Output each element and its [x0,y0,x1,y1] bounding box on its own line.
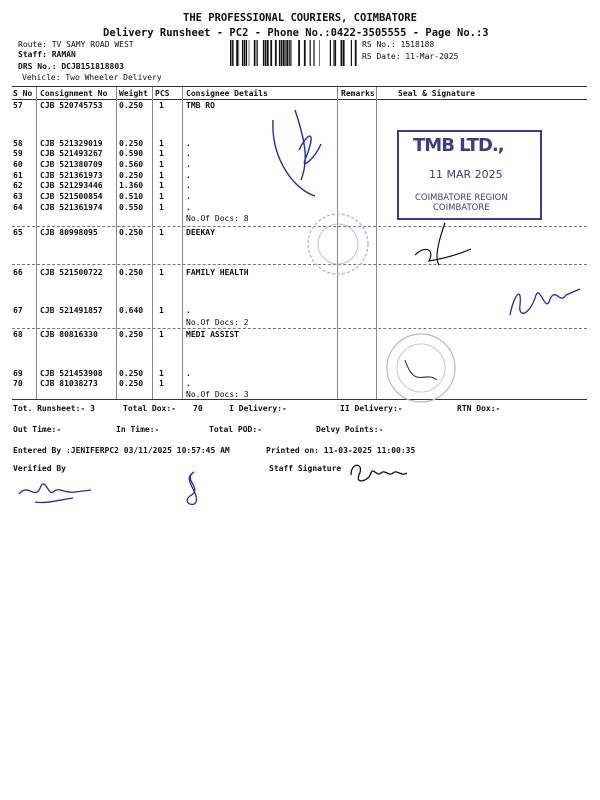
barcode-bar [313,40,314,66]
cell-pcs: 1 [159,149,164,158]
total-runsheet: Tot. Runsheet:- 3 [13,404,95,413]
col-divider [36,87,37,399]
barcode-bar [334,40,336,66]
stamp-logo: TMB LTD., [413,135,504,156]
barcode-bar [279,40,280,66]
drs-number: DRS No.: DCJB151818803 [18,62,124,71]
group-docs-count: No.Of Docs: 3 [186,390,249,399]
cell-sno: 67 [13,306,23,315]
total-dox-label: Total Dox:- [123,404,176,413]
cell-weight: 0.640 [119,306,144,315]
cell-sno: 60 [13,160,23,169]
cell-consignment: CJB 81038273 [40,379,98,388]
cell-consignment: CJB 521329019 [40,139,103,148]
barcode-bar [246,40,247,66]
barcode-bar [244,40,246,66]
barcode-bar [257,40,258,66]
group-docs-count: No.Of Docs: 2 [186,318,249,327]
stamp-city: COIMBATORE [433,203,490,213]
barcode-bar [265,40,267,66]
barcode-bar [314,40,315,66]
cell-details: . [186,306,191,315]
cell-consignment: CJB 521491857 [40,306,103,315]
cell-details: . [186,181,191,190]
cell-pcs: 1 [159,139,164,148]
handwritten-signature [405,215,475,270]
rs-number: RS No.: 1518188 [362,40,435,49]
group-docs-count: No.Of Docs: 8 [186,214,249,223]
delvy-points-label: Delvy Points:- [316,425,384,434]
cell-weight: 0.550 [119,203,144,212]
barcode-bar [263,40,264,66]
entered-by: Entered By :JENIFERPC2 03/11/2025 10:57:45 AM [13,446,230,455]
cell-details: . [186,203,191,212]
cell-pcs: 1 [159,160,164,169]
cell-weight: 0.510 [119,192,144,201]
cell-details: MEDI ASSIST [186,330,239,339]
handwritten-mark [174,470,214,510]
barcode-bar [283,40,285,66]
cell-consignment: CJB 521293446 [40,181,103,190]
printed-on: Printed on: 11-03-2025 11:00:35 [266,446,416,455]
barcode-bar [242,40,243,66]
cell-sno: 64 [13,203,23,212]
cell-consignment: CJB 521500722 [40,268,103,277]
verified-by-label: Verified By [13,464,66,473]
cell-details: . [186,171,191,180]
barcode-bar [249,40,250,66]
faint-round-seal [300,210,380,280]
cell-sno: 61 [13,171,23,180]
cell-sno: 62 [13,181,23,190]
cell-details: DEEKAY [186,228,215,237]
barcode-bar [285,40,286,66]
total-pod-label: Total POD:- [209,425,262,434]
barcode-bar [275,40,277,66]
cell-consignment: CJB 520745753 [40,101,103,110]
cell-details: . [186,379,191,388]
barcode-bar [351,40,352,66]
runsheet-title: Delivery Runsheet - PC2 - Phone No.:0422-3505555 - Page No.:3 [103,27,489,39]
cell-pcs: 1 [159,330,164,339]
barcode-bar [289,40,290,66]
barcode-bar [330,40,331,66]
barcode-bar [239,40,240,66]
cell-pcs: 1 [159,171,164,180]
cell-pcs: 1 [159,228,164,237]
barcode-bar [304,40,306,66]
col-header-seal: Seal & Signature [398,89,476,98]
barcode-bar [267,40,269,66]
cell-pcs: 1 [159,101,164,110]
barcode-bar [298,40,300,66]
in-time-label: In Time:- [116,425,160,434]
barcode-bar [290,40,291,66]
cell-details: . [186,139,191,148]
rs-date: RS Date: 11-Mar-2025 [362,52,459,61]
cell-sno: 65 [13,228,23,237]
vehicle-text: Vehicle: Two Wheeler Delivery [22,73,162,82]
cell-consignment: CJB 521493267 [40,149,103,158]
cell-sno: 58 [13,139,23,148]
barcode-bar [233,40,234,66]
cell-weight: 0.250 [119,369,144,378]
company-title: THE PROFESSIONAL COURIERS, COIMBATORE [183,12,417,24]
cell-details: . [186,160,191,169]
route-text: Route: TV SAMY ROAD WEST [18,40,134,49]
col-divider [116,87,117,399]
cell-sno: 66 [13,268,23,277]
col-header-pcs: PCS [155,89,170,98]
handwritten-signature [500,275,585,325]
barcode-bar [341,40,343,66]
cell-consignment: CJB 521500854 [40,192,103,201]
cell-pcs: 1 [159,203,164,212]
cell-details: . [186,192,191,201]
faint-round-seal [375,330,470,405]
cell-sno: 69 [13,369,23,378]
stamp-region: COIMBATORE REGION [415,193,508,203]
out-time-label: Out Time:- [13,425,62,434]
barcode-bar [355,40,357,66]
cell-details: FAMILY HEALTH [186,268,249,277]
cell-weight: 0.560 [119,160,144,169]
staff-signature-label: Staff Signature [269,464,342,473]
barcode-bar [254,40,255,66]
table-top-rule [12,86,587,87]
cell-pcs: 1 [159,306,164,315]
cell-sno: 63 [13,192,23,201]
cell-weight: 0.250 [119,171,144,180]
verifier-signature [15,472,95,508]
col-divider [152,87,153,399]
cell-pcs: 1 [159,369,164,378]
cell-pcs: 1 [159,268,164,277]
tmb-stamp [397,130,542,220]
barcode-bar [236,40,238,66]
total-dox-value: 70 [193,404,203,413]
cell-weight: 0.250 [119,268,144,277]
col-header-consignment: Consignment No [40,89,108,98]
table-bottom-rule [12,399,587,400]
cell-sno: 68 [13,330,23,339]
ii-delivery-label: II Delivery:- [340,404,403,413]
cell-weight: 1.360 [119,181,144,190]
cell-pcs: 1 [159,181,164,190]
group-separator [12,328,587,329]
cell-weight: 0.590 [119,149,144,158]
cell-consignment: CJB 80816330 [40,330,98,339]
cell-consignment: CJB 80998095 [40,228,98,237]
cell-consignment: CJB 521361974 [40,203,103,212]
barcode-bar [232,40,233,66]
barcode-bar [270,40,272,66]
cell-weight: 0.250 [119,330,144,339]
barcode-bar [343,40,345,66]
col-header-details: Consignee Details [186,89,268,98]
cell-pcs: 1 [159,379,164,388]
barcode-bar [310,40,311,66]
cell-consignment: CJB 521380709 [40,160,103,169]
cell-sno: 70 [13,379,23,388]
cell-consignment: CJB 521361973 [40,171,103,180]
cell-sno: 59 [13,149,23,158]
cell-pcs: 1 [159,192,164,201]
barcode-bar [256,40,257,66]
cell-weight: 0.250 [119,101,144,110]
cell-weight: 0.250 [119,228,144,237]
cell-weight: 0.250 [119,379,144,388]
cell-weight: 0.250 [119,139,144,148]
rtn-dox-label: RTN Dox:- [457,404,501,413]
staff-signature [345,455,415,490]
barcode-bar [230,40,231,66]
i-delivery-label: I Delivery:- [229,404,287,413]
cell-details: . [186,149,191,158]
stamp-date: 11 MAR 2025 [429,168,503,181]
barcode-bar [333,40,334,66]
cell-details: . [186,369,191,378]
col-header-remarks: Remarks [341,89,375,98]
cell-details: TMB RO [186,101,215,110]
barcode-bar [286,40,288,66]
col-divider [182,87,183,399]
col-header-sno: S No [13,89,33,98]
barcode-bar [319,40,320,66]
cell-sno: 57 [13,101,23,110]
handwritten-signature [265,100,325,210]
barcode-image [230,40,358,66]
staff-text: Staff: RAMAN [18,50,76,59]
barcode-bar [281,40,283,66]
col-header-weight: Weight [119,89,148,98]
cell-consignment: CJB 521453908 [40,369,103,378]
